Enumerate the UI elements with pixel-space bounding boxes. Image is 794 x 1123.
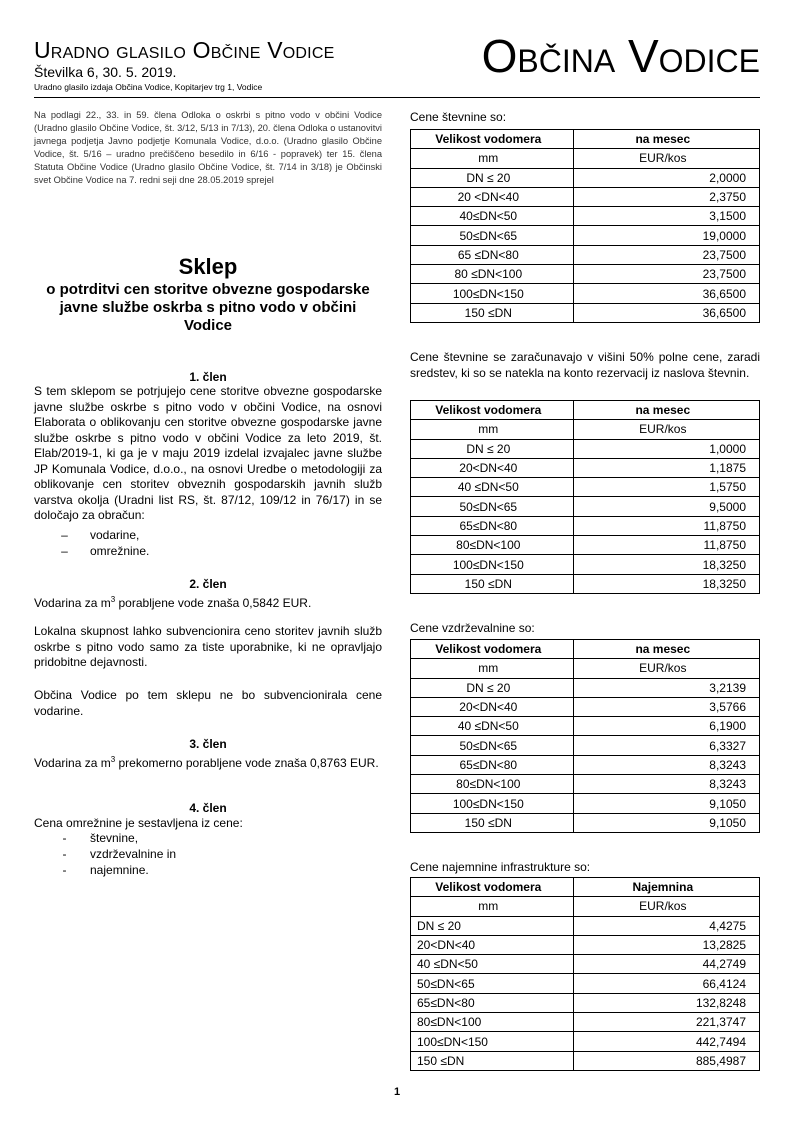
column-header: na mesec	[573, 640, 759, 659]
publisher-line: Uradno glasilo izdaja Občina Vodice, Kopitarjev trg 1, Vodice	[34, 82, 263, 92]
article-3-text: Vodarina za $m^3$ prekomerno porabljene vode znaša 0,8763 EUR.	[34, 755, 379, 770]
table-row: 20<DN<40 3,5766	[411, 697, 760, 716]
article-3-heading: 3. člen	[189, 737, 227, 751]
unit-cell: EUR/kos	[573, 897, 759, 916]
table-row: 80≤DN<100 8,3243	[411, 775, 760, 794]
table-row: 50≤DN<65 6,3327	[411, 736, 760, 755]
bullet-marker: -	[62, 831, 67, 845]
table-row: 20<DN<40 13,2825	[411, 935, 760, 954]
header-divider	[34, 97, 760, 98]
table-row: 150 ≤DN 36,6500	[411, 303, 760, 322]
bullet-marker: –	[61, 544, 68, 558]
table-row: DN ≤ 20 2,0000	[411, 168, 760, 187]
bullet-marker: -	[62, 847, 67, 861]
article-2-heading: 2. člen	[189, 577, 227, 591]
table-row: 80 ≤DN<100 23,7500	[411, 265, 760, 284]
article-1-text: S tem sklepom se potrjujejo cene storitve obvezne gospodarske javne službe oskrbe s pitno vodo v občini Vodice, na osnovi Elaborata o oblikovanju cen storitve obvezne gospodarske javne službe oskrbe s pitno vodo v občini Vodice za leto 2019, št. Elab/2019-1, ki ga je v maju 2019 izdelal izvajalec javne službe JP Komunala Vodice, d.o.o., na osnovi Uredbe o metodologiji za oblikovanje cen storitev obveznih gospodarskih javnih služb varstva okolja (Uradni list RS, št. 87/12, 109/12 in 76/17) in se določajo za obračun:	[34, 384, 382, 522]
bullet-text: vzdrževalnine in	[90, 847, 177, 861]
bullet-marker: -	[62, 863, 67, 877]
table-row: DN ≤ 20 3,2139	[411, 678, 760, 697]
table-row: DN ≤ 20 1,0000	[411, 439, 760, 458]
article-4-bullet	[34, 863, 149, 879]
table-row: 150 ≤DN 885,4987	[411, 1051, 760, 1070]
unit-cell: mm	[411, 149, 574, 168]
unit-cell: EUR/kos	[573, 659, 759, 678]
article-4-bullet	[34, 847, 176, 863]
unit-cell: mm	[411, 420, 574, 439]
table-row: DN ≤ 20 4,4275	[411, 916, 760, 935]
table-row: 100≤DN<150 442,7494	[411, 1032, 760, 1051]
table-row: 65≤DN<80 132,8248	[411, 993, 760, 1012]
table-row: 150 ≤DN 9,1050	[411, 813, 760, 832]
table-row: 150 ≤DN 18,3250	[411, 574, 760, 593]
table-row: 100≤DN<150 9,1050	[411, 794, 760, 813]
article-2-text-1: Vodarina za $m^3$ porabljene vode znaša 0,5842 EUR.	[34, 595, 312, 610]
table-row: 50≤DN<65 9,5000	[411, 497, 760, 516]
article-4-heading: 4. člen	[189, 801, 227, 815]
bullet-text: najemnine.	[90, 863, 149, 877]
article-2-text-2: Lokalna skupnost lahko subvencionira ceno storitev javnih služb oskrbe s pitno vodo samo za tiste uporabnike, ki ne opravljajo pridobitne dejavnosti.	[34, 624, 382, 669]
maintenance-fee-table	[410, 639, 760, 833]
table-row: 80≤DN<100 221,3747	[411, 1013, 760, 1032]
table-4-caption: Cene najemnine infrastrukture so:	[410, 860, 591, 874]
table-row: 20 <DN<40 2,3750	[411, 187, 760, 206]
table-row: 40 ≤DN<50 1,5750	[411, 478, 760, 497]
table-row: 80≤DN<100 11,8750	[411, 536, 760, 555]
issue-number: Številka 6, 30. 5. 2019.	[34, 64, 177, 80]
article-4-bullet	[34, 831, 138, 847]
decision-title: Sklep	[178, 254, 238, 279]
article-4-text: Cena omrežnine je sestavljena iz cene:	[34, 816, 243, 830]
table-row: 65≤DN<80 11,8750	[411, 516, 760, 535]
column-header: Velikost vodomera	[411, 878, 574, 897]
column-header: Najemnina	[573, 878, 759, 897]
column-header: Velikost vodomera	[411, 130, 574, 149]
page-number: 1	[393, 1086, 401, 1098]
unit-cell: EUR/kos	[573, 420, 759, 439]
table-row: 65≤DN<80 8,3243	[411, 755, 760, 774]
bullet-text: vodarine,	[90, 528, 140, 542]
table-row: 40 ≤DN<50 44,2749	[411, 955, 760, 974]
table-row: 100≤DN<150 18,3250	[411, 555, 760, 574]
bullet-marker: –	[61, 528, 68, 542]
unit-cell: mm	[411, 659, 574, 678]
column-header: na mesec	[573, 401, 759, 420]
article-1-bullet	[34, 528, 139, 544]
bullet-text: števnine,	[90, 831, 139, 845]
meter-fee-reduced-table	[410, 400, 760, 594]
bullet-text: omrežnine.	[90, 544, 150, 558]
gazette-title: Uradno glasilo Občine Vodice	[34, 37, 335, 63]
decision-subtitle: o potrditvi cen storitve obvezne gospodarske javne službe oskrba s pitno vodo v občini Vodice	[46, 281, 370, 334]
table-row: 20<DN<40 1,1875	[411, 458, 760, 477]
preamble-text: Na podlagi 22., 33. in 59. člena Odloka o oskrbi s pitno vodo v občini Vodice (Uradno glasilo Občine Vodice, št. 3/12, 5/13 in 7/13), 20. člena Odloka o ustanovitvi javnega podjetja Javno podjetje Komunala Vodice, d.o.o. (Uradno glasilo Občine Vodice, št. 5/16 – uradno prečiščeno besedilo in 6/16 - popravek) ter 15. člena Statuta Občine Vodice (Uradno glasilo Občine Vodice, št. 7/14 in 3/18) je Občinski svet Občine Vodice na 7. redni seji dne 28.05.2019 sprejel	[34, 110, 382, 185]
column-header: Velikost vodomera	[411, 401, 574, 420]
table-2-caption: Cene števnine se zaračunavajo v višini 50% polne cene, zaradi sredstev, ki so se natekla na konto rezervacij iz naslova števnin.	[410, 350, 760, 380]
meter-fee-table	[410, 129, 760, 323]
article-2-text-3: Občina Vodice po tem sklepu ne bo subvencionirala cene vodarine.	[34, 688, 382, 718]
unit-cell: mm	[411, 897, 574, 916]
article-1-heading: 1. člen	[189, 370, 227, 384]
table-3-caption: Cene vzdrževalnine so:	[410, 621, 535, 635]
table-row: 50≤DN<65 66,4124	[411, 974, 760, 993]
table-row: 40 ≤DN<50 6,1900	[411, 717, 760, 736]
municipality-logo-text: Občina Vodice	[481, 30, 760, 82]
article-1-bullet	[34, 544, 149, 560]
table-row: 100≤DN<150 36,6500	[411, 284, 760, 303]
column-header: na mesec	[573, 130, 759, 149]
column-header: Velikost vodomera	[411, 640, 574, 659]
table-row: 40≤DN<50 3,1500	[411, 207, 760, 226]
table-1-caption: Cene števnine so:	[410, 110, 507, 124]
table-row: 65 ≤DN<80 23,7500	[411, 245, 760, 264]
unit-cell: EUR/kos	[573, 149, 759, 168]
infrastructure-rent-table	[410, 877, 760, 1071]
table-row: 50≤DN<65 19,0000	[411, 226, 760, 245]
